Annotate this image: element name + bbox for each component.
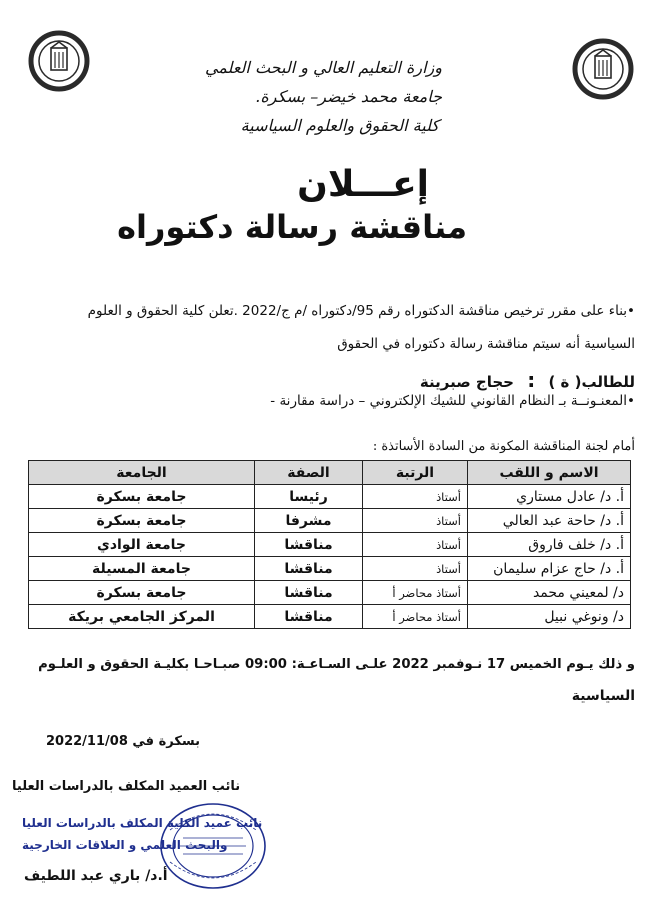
member-rank: أستاذ محاضر أ [363,581,468,605]
university-name: جامعة محمد خيضر– بسكرة. [255,87,442,106]
table-row [29,605,631,629]
table-row [29,509,631,533]
university-logo-right [572,38,634,100]
member-name: أ. د/ حاحة عبد العالي [468,509,631,533]
member-role: مناقشا [255,581,363,605]
member-rank: أستاذ [363,557,468,581]
table-row [29,557,631,581]
schedule-line-1: و ذلك يـوم الخميس 17 نـوفمبر 2022 علـى السـاعـة: 09:00 صبـاحـا بكليـة الحقوق و العلـوم [38,657,635,672]
member-university: جامعة الوادي [29,533,255,557]
member-name: أ. د/ خلف فاروق [468,533,631,557]
committee-table [28,460,631,629]
faculty-name: كلية الحقوق والعلوم السياسية [240,116,439,135]
issue-date: بسكرة في 2022/11/08 [46,734,201,749]
university-logo-left [28,30,90,92]
header-name: الاسم و اللقب [468,461,631,485]
table-row [29,581,631,605]
signature-line-2: والبحث العلمي و العلاقات الخارجية [22,838,228,852]
announcement-title: إعـــلان [297,164,429,205]
signature-line-1: نائب عميد الكلية المكلف بالدراسات العليا [22,816,263,830]
student-name: حجاج صبرينة [419,373,514,391]
member-rank: أستاذ [363,485,468,509]
member-rank: أستاذ محاضر أ [363,605,468,629]
student-label: للطالب( ة ) [548,373,635,391]
member-role: مشرفا [255,509,363,533]
signer-title: نائب العميد المكلف بالدراسات العليا [12,779,241,794]
table-row [29,485,631,509]
member-role: مناقشا [255,557,363,581]
schedule-line-2: السياسية [571,688,635,704]
member-rank: أستاذ [363,533,468,557]
member-university: جامعة بسكرة [29,581,255,605]
ministry-name: وزارة التعليم العالي و البحث العلمي [204,58,442,77]
member-name: د/ لمعيني محمد [468,581,631,605]
member-university: جامعة بسكرة [29,485,255,509]
signer-name: أ.د/ باري عبد اللطيف [24,868,168,884]
member-rank: أستاذ [363,509,468,533]
committee-intro: أمام لجنة المناقشة المكونة من السادة الأساتذة : [372,439,635,454]
header-role: الصفة [255,461,363,485]
member-role: مناقشا [255,605,363,629]
intro-line-1: •بناء على مقرر ترخيص مناقشة الدكتوراه رقم 95/دكتوراه /م ج/2022 .تعلن كلية الحقوق و العلوم [87,303,635,319]
intro-line-2: السياسية أنه سيتم مناقشة رسالة دكتوراه في الحقوق [337,336,635,352]
announcement-subtitle: مناقشة رسالة دكتوراه [117,208,467,246]
member-university: جامعة بسكرة [29,509,255,533]
header-university: الجامعة [29,461,255,485]
member-name: أ. د/ حاج عزام سليمان [468,557,631,581]
header-rank: الرتبة [363,461,468,485]
member-university: جامعة المسيلة [29,557,255,581]
student-line [420,368,635,392]
member-role: رئيسا [255,485,363,509]
member-name: د/ ونوغي نبيل [468,605,631,629]
thesis-title: •المعنـونــة بـ النظام القانوني للشيك الإلكتروني – دراسة مقارنة - [270,393,635,409]
member-role: مناقشا [255,533,363,557]
student-colon: : [527,368,536,392]
member-university: المركز الجامعي بريكة [29,605,255,629]
member-name: أ. د/ عادل مستاري [468,485,631,509]
table-row [29,533,631,557]
committee-header-row [29,461,631,485]
